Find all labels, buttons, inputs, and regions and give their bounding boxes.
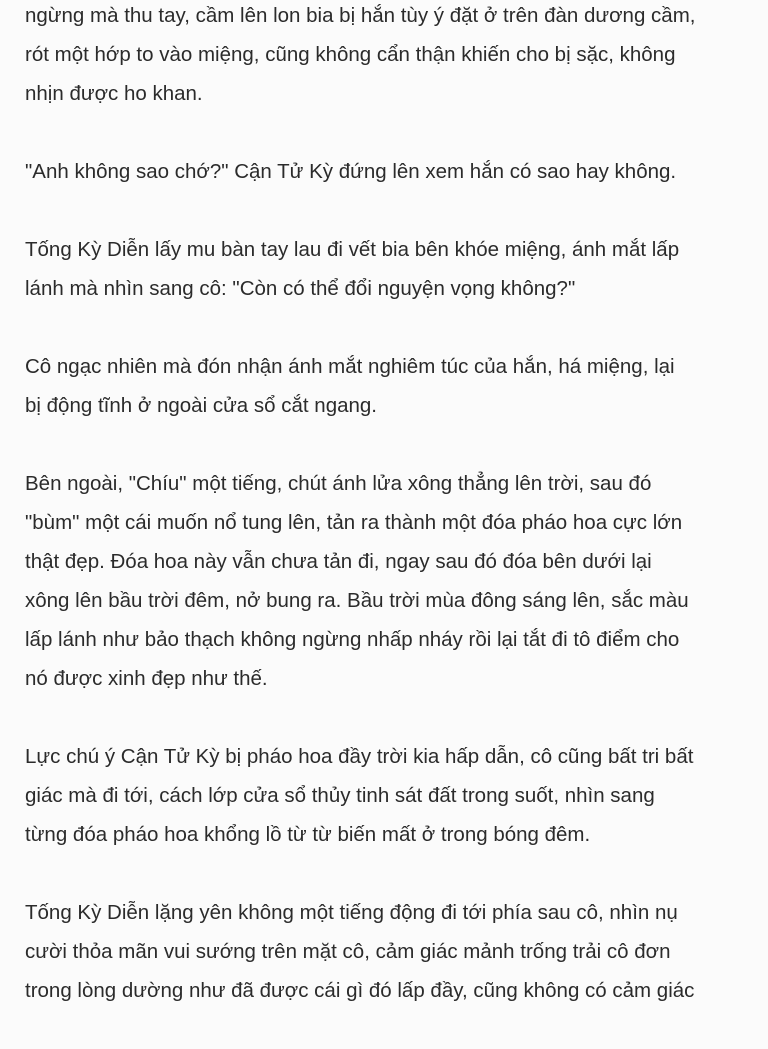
text-line: Tống Kỳ Diễn lặng yên không một tiếng động đi tới phía sau cô, nhìn nụ [25,901,678,924]
text-line: Cô ngạc nhiên mà đón nhận ánh mắt nghiêm túc của hắn, há miệng, lại [25,355,675,378]
text-line: lánh mà nhìn sang cô: "Còn có thể đổi nguyện vọng không?" [25,277,576,300]
paragraph [25,464,744,698]
text-line: thật đẹp. Đóa hoa này vẫn chưa tản đi, ngay sau đó đóa bên dưới lại [25,550,652,573]
text-line: trong lòng dường như đã được cái gì đó lấp đầy, cũng không có cảm giác [25,979,695,1002]
paragraph [25,230,744,308]
text-line: nhịn được ho khan. [25,82,203,105]
text-line: giác mà đi tới, cách lớp cửa sổ thủy tinh sát đất trong suốt, nhìn sang [25,784,655,807]
paragraph [25,737,744,854]
paragraph [25,152,744,191]
paragraph [25,893,744,1010]
text-line: từng đóa pháo hoa khổng lồ từ từ biến mất ở trong bóng đêm. [25,823,591,846]
text-line: rót một hớp to vào miệng, cũng không cẩn thận khiến cho bị sặc, không [25,43,676,66]
text-line: ngừng mà thu tay, cầm lên lon bia bị hắn tùy ý đặt ở trên đàn dương cầm, [25,4,696,27]
text-line: xông lên bầu trời đêm, nở bung ra. Bầu trời mùa đông sáng lên, sắc màu [25,589,689,612]
text-line: "bùm" một cái muốn nổ tung lên, tản ra thành một đóa pháo hoa cực lớn [25,511,683,534]
paragraph [25,347,744,425]
text-line: Bên ngoài, "Chíu" một tiếng, chút ánh lửa xông thẳng lên trời, sau đó [25,472,652,495]
text-line: nó được xinh đẹp như thế. [25,667,268,690]
text-line: bị động tĩnh ở ngoài cửa sổ cắt ngang. [25,394,377,417]
text-line: Lực chú ý Cận Tử Kỳ bị pháo hoa đầy trời kia hấp dẫn, cô cũng bất tri bất [25,745,694,768]
text-line: "Anh không sao chớ?" Cận Tử Kỳ đứng lên xem hắn có sao hay không. [25,160,677,183]
text-line: Tống Kỳ Diễn lấy mu bàn tay lau đi vết bia bên khóe miệng, ánh mắt lấp [25,238,680,261]
text-line: cười thỏa mãn vui sướng trên mặt cô, cảm giác mảnh trống trải cô đơn [25,940,671,963]
text-line: lấp lánh như bảo thạch không ngừng nhấp nháy rồi lại tắt đi tô điểm cho [25,628,680,651]
paragraph [25,0,744,113]
